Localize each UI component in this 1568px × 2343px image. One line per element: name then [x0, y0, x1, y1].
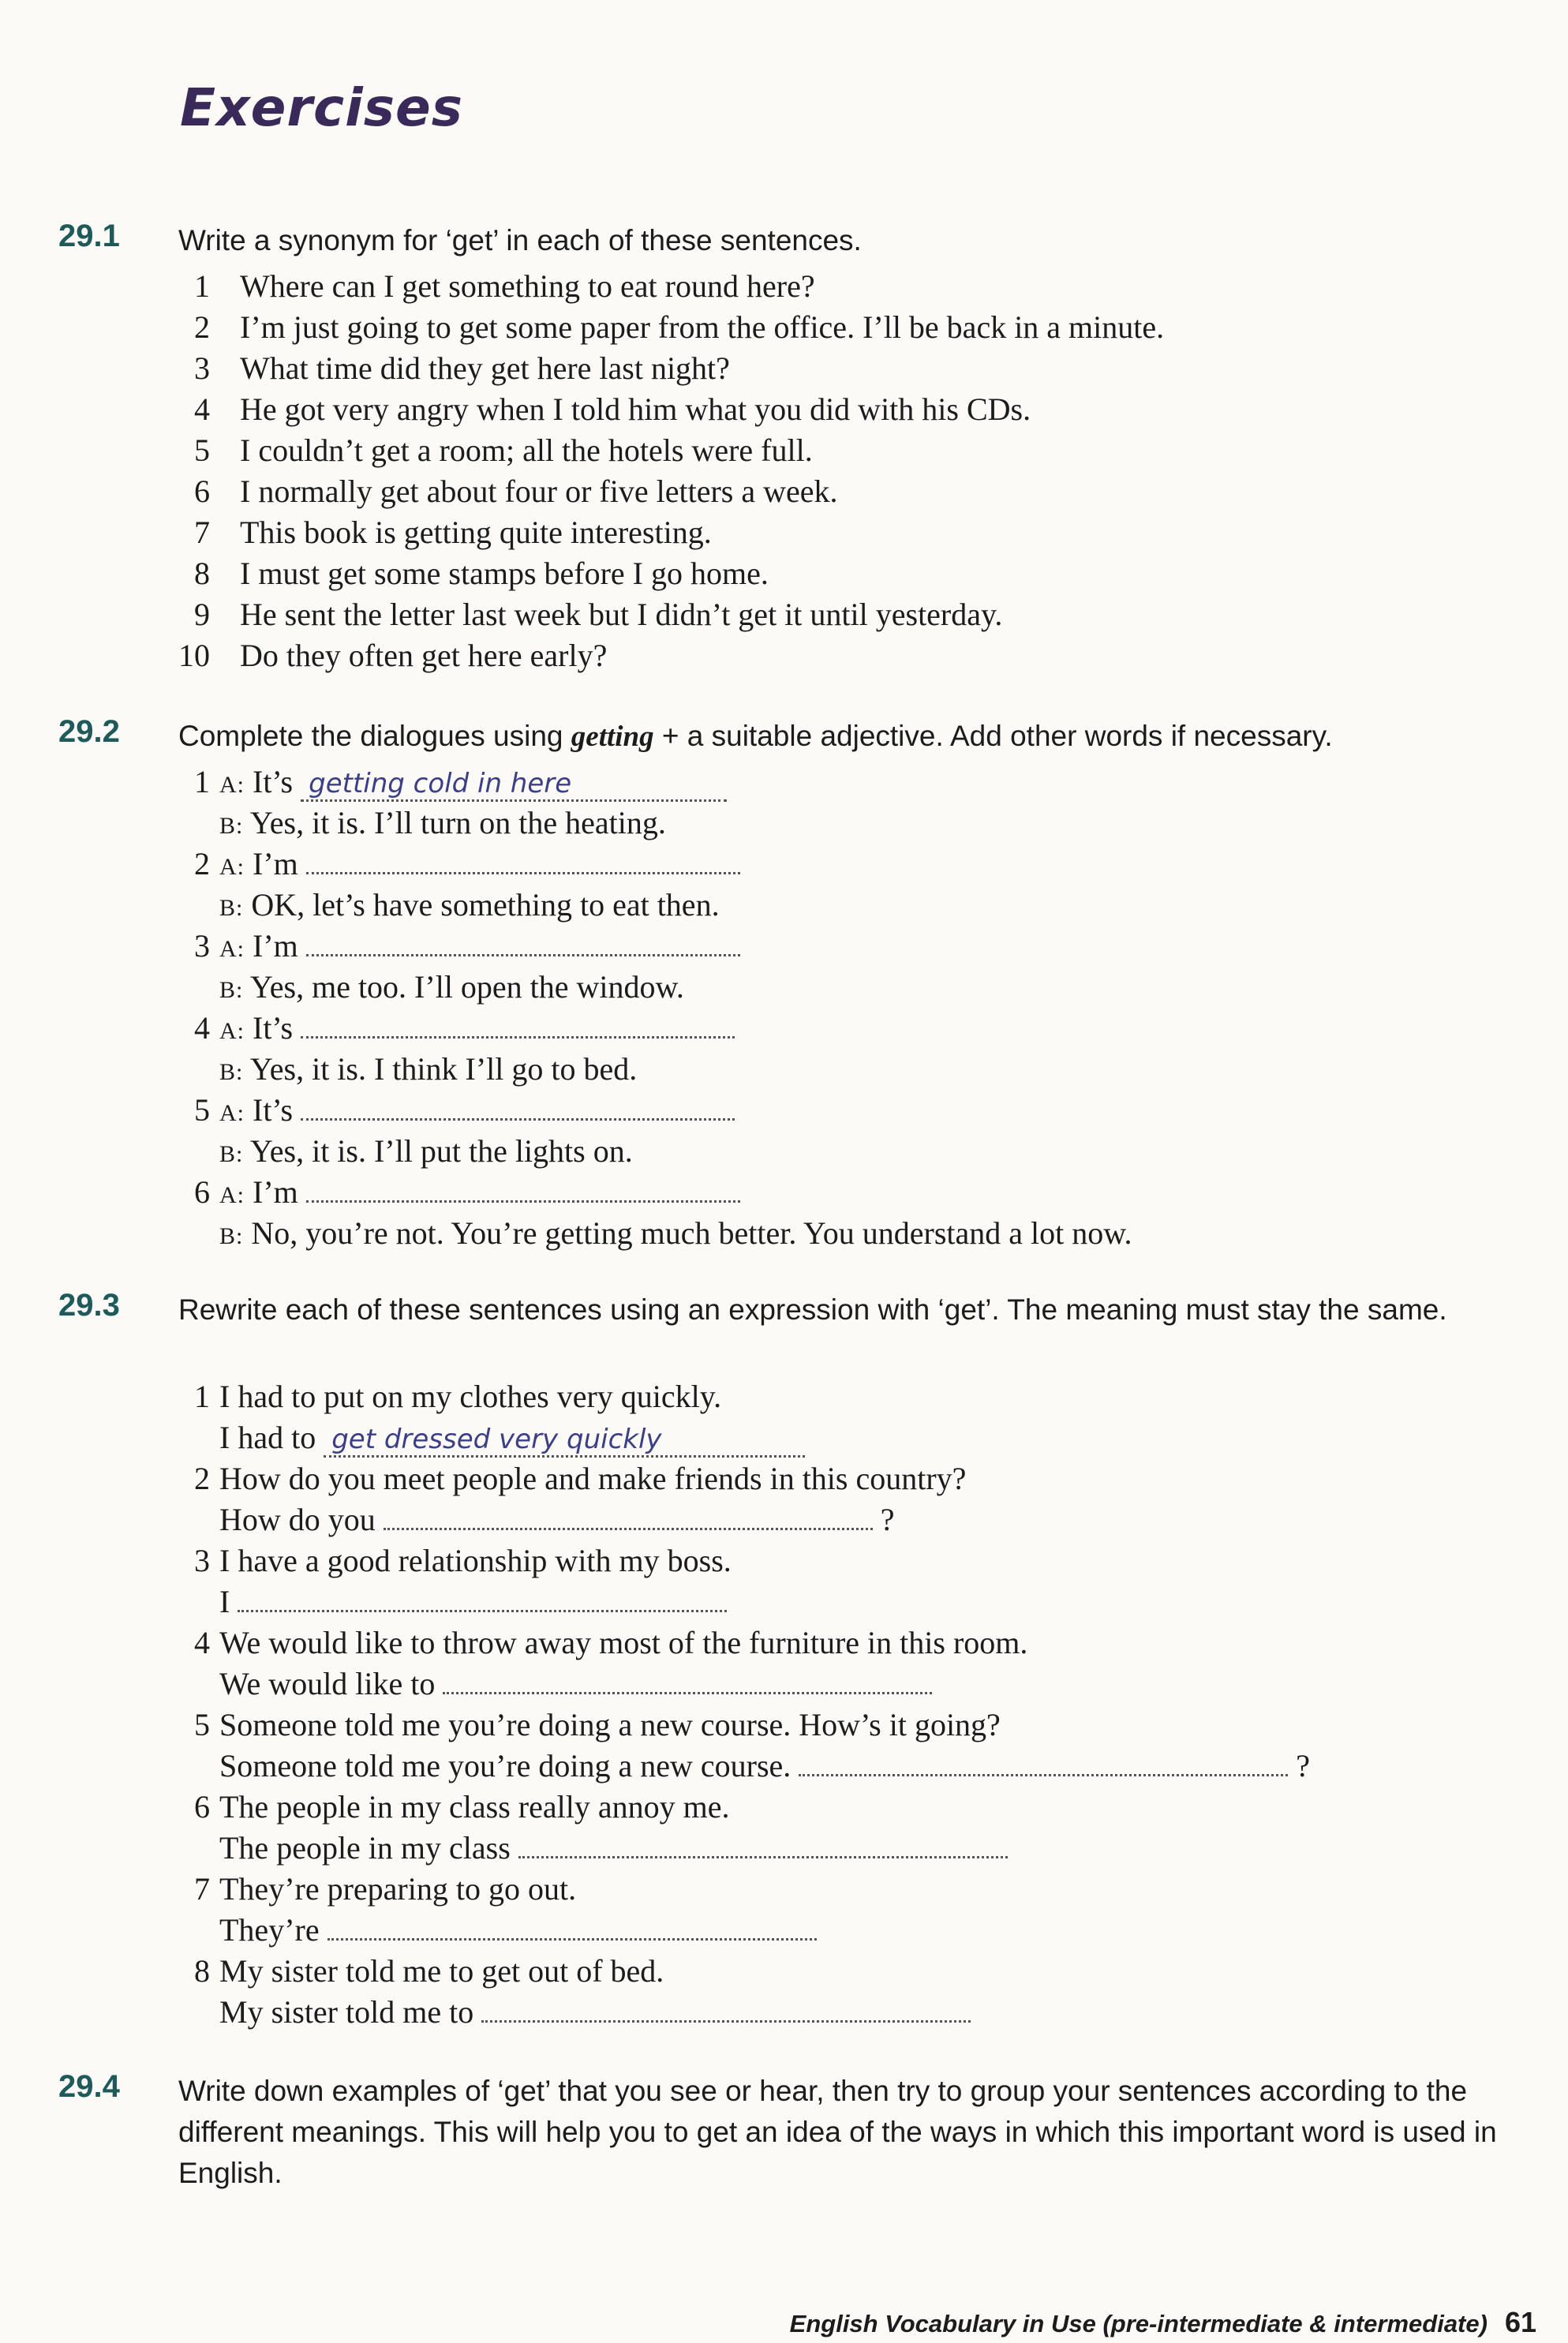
emphasis-getting: getting [571, 720, 654, 753]
item-text: I’m just going to get some paper from the office. I’ll be back in a minute. [240, 309, 1165, 345]
dialogue-line-a [178, 926, 1536, 967]
answer-blank[interactable] [443, 1686, 932, 1694]
line-text: OK, let’s have something to eat then. [251, 887, 720, 923]
dialogue-list [178, 762, 1536, 1254]
rewrite-answer [178, 1417, 1536, 1458]
handwritten-answer[interactable]: getting cold in here [301, 768, 727, 802]
speaker-label: A: [219, 854, 245, 880]
answer-blank[interactable] [306, 1194, 740, 1203]
answer-blank[interactable] [799, 1768, 1288, 1776]
answer-prefix: We would like to [219, 1666, 436, 1701]
rewrite-question [178, 1951, 1536, 1992]
list-item [178, 348, 1536, 389]
answer-blank[interactable] [384, 1521, 873, 1530]
speaker-label: B: [219, 895, 244, 921]
book-title: English Vocabulary in Use (pre-intermediate & intermediate) [789, 2310, 1488, 2337]
list-item [178, 471, 1536, 512]
line-text: Yes, it is. I’ll turn on the heating. [249, 805, 666, 840]
exercise-number: 29.3 [58, 1288, 120, 1323]
list-item [178, 389, 1536, 430]
rewrite-answer [178, 1664, 1536, 1705]
handwritten-answer[interactable]: get dressed very quickly [324, 1424, 805, 1458]
exercise-instruction: Write down examples of ‘get’ that you see or hear, then try to group your sentences according to the different meanings. This will help you to get an idea of the ways in which this important word is used in English. [178, 2075, 1497, 2189]
line-text: It’s [253, 1010, 294, 1046]
dialogue-line-b [178, 885, 1536, 926]
list-item [178, 594, 1536, 635]
question-text: We would like to throw away most of the furniture in this room. [219, 1625, 1028, 1660]
rewrite-question [178, 1869, 1536, 1910]
item-number: 4 [194, 391, 210, 427]
answer-blank[interactable] [306, 948, 740, 956]
item-number: 2 [194, 1461, 210, 1496]
speaker-label: B: [219, 813, 244, 839]
answer-blank[interactable] [518, 1850, 1008, 1858]
speaker-label: A: [219, 1182, 245, 1208]
rewrite-question [178, 1540, 1536, 1581]
rewrite-answer [178, 1828, 1536, 1869]
page-number: 61 [1504, 2306, 1536, 2338]
item-number: 5 [194, 1092, 210, 1128]
list-item [178, 430, 1536, 471]
dialogue-line-b [178, 1213, 1536, 1254]
speaker-label: A: [219, 1018, 245, 1044]
dialogue-line-b [178, 803, 1536, 844]
item-text: I couldn’t get a room; all the hotels were full. [240, 432, 813, 468]
speaker-label: B: [219, 1141, 244, 1167]
item-text: Do they often get here early? [240, 638, 608, 673]
exercise-instruction: Write a synonym for ‘get’ in each of these sentences. [178, 224, 862, 256]
line-text: Yes, it is. I think I’ll go to bed. [249, 1051, 638, 1087]
item-text: Where can I get something to eat round here? [240, 268, 815, 304]
answer-prefix: They’re [219, 1912, 320, 1948]
speaker-label: A: [219, 936, 245, 962]
line-text: Yes, me too. I’ll open the window. [249, 969, 684, 1005]
list-item [178, 266, 1536, 307]
item-number: 1 [194, 1379, 210, 1414]
dialogue-line-a [178, 844, 1536, 885]
dialogue-line-a [178, 1090, 1536, 1131]
answer-blank[interactable] [481, 2014, 971, 2023]
question-text: Someone told me you’re doing a new course. How’s it going? [219, 1707, 1001, 1742]
line-text: I’m [253, 1174, 298, 1210]
dialogue-line-b [178, 1049, 1536, 1090]
answer-blank[interactable] [327, 1932, 817, 1941]
rewrite-answer [178, 1499, 1536, 1540]
rewrite-answer [178, 1992, 1536, 2033]
exercise-instruction: Complete the dialogues using getting + a suitable adjective. Add other words if necessary. [178, 720, 1333, 753]
item-text: This book is getting quite interesting. [240, 515, 712, 550]
line-text: No, you’re not. You’re getting much better. You understand a lot now. [251, 1215, 1132, 1251]
item-number: 3 [194, 1543, 210, 1578]
item-number: 2 [194, 846, 210, 881]
answer-blank[interactable] [301, 1030, 735, 1039]
answer-blank[interactable] [238, 1604, 727, 1612]
question-text: How do you meet people and make friends in this country? [219, 1461, 967, 1496]
item-number: 2 [194, 309, 210, 345]
item-number: 8 [194, 556, 210, 591]
line-text: I’m [253, 846, 298, 881]
line-text: It’s [253, 1092, 294, 1128]
dialogue-line-a [178, 1172, 1536, 1213]
answer-prefix: How do you [219, 1502, 376, 1537]
dialogue-line-a [178, 1008, 1536, 1049]
question-text: The people in my class really annoy me. [219, 1789, 730, 1825]
item-number: 5 [194, 1707, 210, 1742]
speaker-label: B: [219, 1223, 244, 1249]
answer-prefix: I [219, 1584, 230, 1619]
item-number: 8 [194, 1953, 210, 1989]
line-text: It’s [253, 764, 294, 799]
question-text: I had to put on my clothes very quickly. [219, 1379, 722, 1414]
item-text: I must get some stamps before I go home. [240, 556, 769, 591]
rewrite-question [178, 1376, 1536, 1417]
page-footer [747, 2306, 1536, 2339]
item-text: What time did they get here last night? [240, 350, 730, 386]
item-number: 3 [194, 350, 210, 386]
rewrite-list [178, 1376, 1536, 2033]
exercise-number: 29.4 [58, 2069, 120, 2104]
answer-blank[interactable] [306, 866, 740, 874]
answer-blank[interactable] [301, 1112, 735, 1121]
answer-prefix: The people in my class [219, 1830, 511, 1866]
answer-prefix: My sister told me to [219, 1994, 474, 2030]
line-text: Yes, it is. I’ll put the lights on. [249, 1133, 633, 1169]
item-number: 4 [194, 1010, 210, 1046]
item-number: 4 [194, 1625, 210, 1660]
rewrite-answer [178, 1746, 1536, 1787]
item-number: 3 [194, 928, 210, 964]
question-text: My sister told me to get out of bed. [219, 1953, 664, 1989]
list-item [178, 635, 1536, 676]
question-text: They’re preparing to go out. [219, 1871, 577, 1907]
rewrite-question [178, 1623, 1536, 1664]
item-number: 6 [194, 1174, 210, 1210]
item-number: 1 [194, 268, 210, 304]
dialogue-line-b [178, 967, 1536, 1008]
exercise-number: 29.2 [58, 714, 120, 749]
item-list [178, 266, 1536, 676]
item-number: 7 [194, 1871, 210, 1907]
item-text: I normally get about four or five letters a week. [240, 473, 838, 509]
line-text: I’m [253, 928, 298, 964]
speaker-label: A: [219, 772, 245, 798]
rewrite-answer [178, 1581, 1536, 1623]
rewrite-question [178, 1705, 1536, 1746]
item-text: He sent the letter last week but I didn’t get it until yesterday. [240, 597, 1003, 632]
item-number: 10 [178, 638, 210, 673]
item-number: 9 [194, 597, 210, 632]
speaker-label: B: [219, 1059, 244, 1085]
list-item [178, 307, 1536, 348]
rewrite-question [178, 1787, 1536, 1828]
item-number: 6 [194, 1789, 210, 1825]
item-number: 7 [194, 515, 210, 550]
exercise-number: 29.1 [58, 219, 120, 253]
answer-prefix: I had to [219, 1420, 316, 1455]
answer-prefix: Someone told me you’re doing a new course. [219, 1748, 791, 1783]
answer-suffix: ? [880, 1502, 895, 1537]
item-text: He got very angry when I told him what you did with his CDs. [240, 391, 1031, 427]
page-heading: Exercises [180, 77, 464, 138]
list-item [178, 512, 1536, 553]
speaker-label: A: [219, 1100, 245, 1126]
rewrite-question [178, 1458, 1536, 1499]
item-number: 1 [194, 764, 210, 799]
dialogue-line-a [178, 762, 1536, 803]
dialogue-line-b [178, 1131, 1536, 1172]
list-item [178, 553, 1536, 594]
exercise-instruction: Rewrite each of these sentences using an expression with ‘get’. The meaning must stay the same. [178, 1293, 1447, 1326]
question-text: I have a good relationship with my boss. [219, 1543, 732, 1578]
speaker-label: B: [219, 977, 244, 1003]
answer-suffix: ? [1296, 1748, 1311, 1783]
item-number: 6 [194, 473, 210, 509]
rewrite-answer [178, 1910, 1536, 1951]
item-number: 5 [194, 432, 210, 468]
